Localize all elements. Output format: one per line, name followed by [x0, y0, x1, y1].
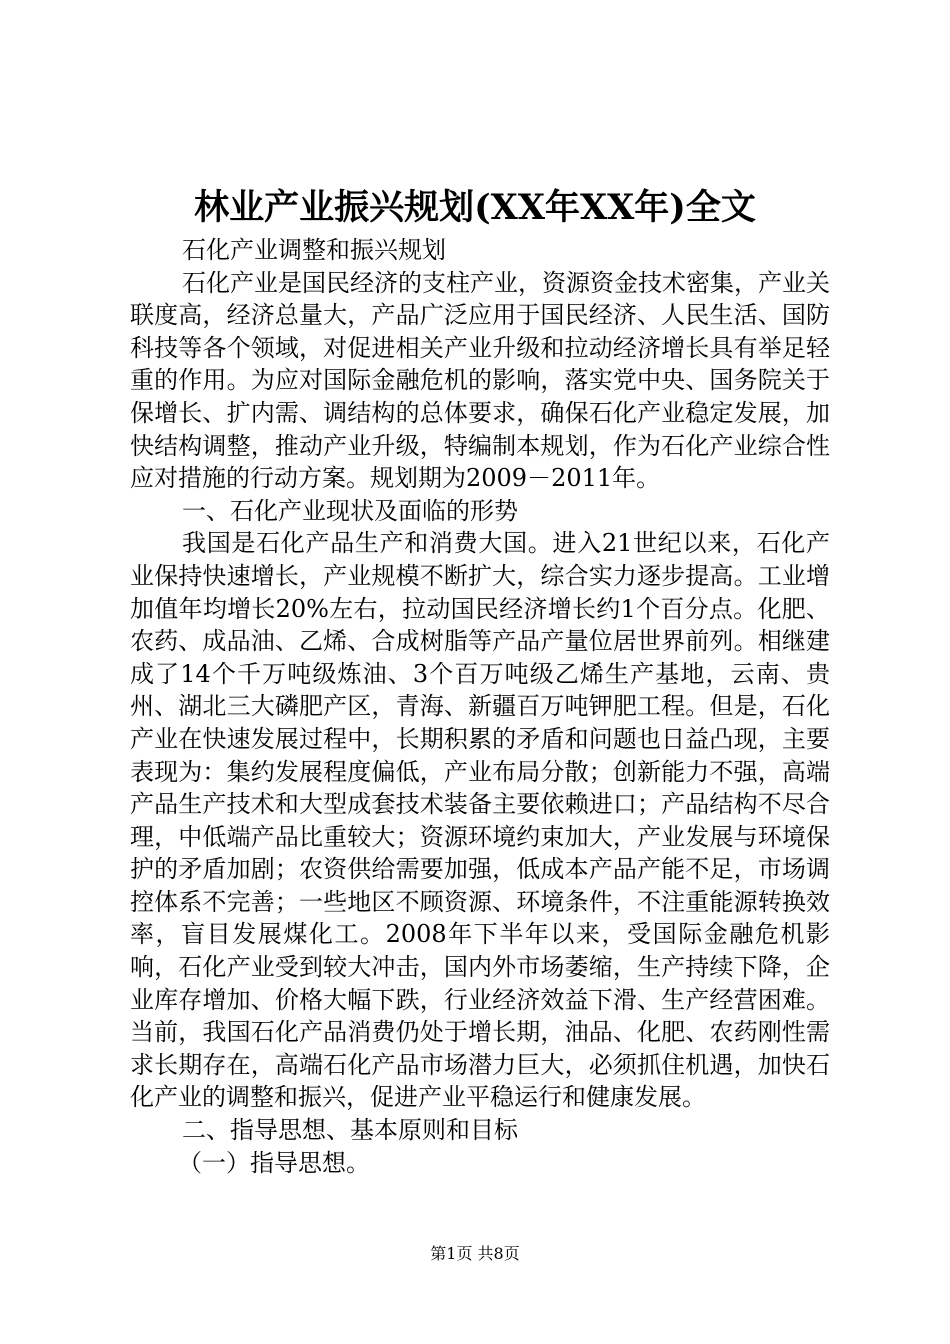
document-title: 林业产业振兴规划(XX年XX年)全文	[194, 187, 756, 228]
paragraph-subtitle: 石化产业调整和振兴规划	[182, 236, 446, 264]
page-footer: 第1页 共8页	[430, 1244, 520, 1263]
paragraph-intro: 石化产业是国民经济的支柱产业，资源资金技术密集，产业关联度高，经济总量大，产品广泛应用于国民经济、人民生活、国防科技等各个领域，对促进相关产业升级和拉动经济增长具有举足轻重的作用。为应对国际金融危机的影响，落实党中央、国务院关于保增长、扩内需、调结构的总体要求，确保石化产业稳定发展，加快结构调整，推动产业升级，特编制本规划，作为石化产业综合性应对措施的行动方案。规划期为2009－2011年。	[130, 268, 830, 493]
section-heading-1: 一、石化产业现状及面临的形势	[182, 496, 518, 525]
document-body	[130, 234, 830, 1179]
section-heading-2: 二、指导思想、基本原则和目标	[182, 1116, 518, 1145]
subsection-heading-1: （一）指导思想。	[178, 1148, 370, 1177]
paragraph-status: 我国是石化产品生产和消费大国。进入21世纪以来，石化产业保持快速增长，产业规模不断扩大，综合实力逐步提高。工业增加值年均增长20%左右，拉动国民经济增长约1个百分点。化肥、农药、成品油、乙烯、合成树脂等产品产量位居世界前列。相继建成了14个千万吨级炼油、3个百万吨级乙烯生产基地，云南、贵州、湖北三大磷肥产区，青海、新疆百万吨钾肥工程。但是，石化产业在快速发展过程中，长期积累的矛盾和问题也日益凸现，主要表现为：集约发展程度偏低，产业布局分散；创新能力不强，高端产品生产技术和大型成套技术装备主要依赖进口；产品结构不尽合理，中低端产品比重较大；资源环境约束加大，产业发展与环境保护的矛盾加剧；农资供给需要加强，低成本产品产能不足，市场调控体系不完善；一些地区不顾资源、环境条件，不注重能源转换效率，盲目发展煤化工。2008年下半年以来，受国际金融危机影响，石化产业受到较大冲击，国内外市场萎缩，生产持续下降，企业库存增加、价格大幅下跌，行业经济效益下滑、生产经营困难。当前，我国石化产品消费仍处于增长期，油品、化肥、农药刚性需求长期存在，高端石化产品市场潜力巨大，必须抓住机遇，加快石化产业的调整和振兴，促进产业平稳运行和健康发展。	[130, 529, 830, 1112]
